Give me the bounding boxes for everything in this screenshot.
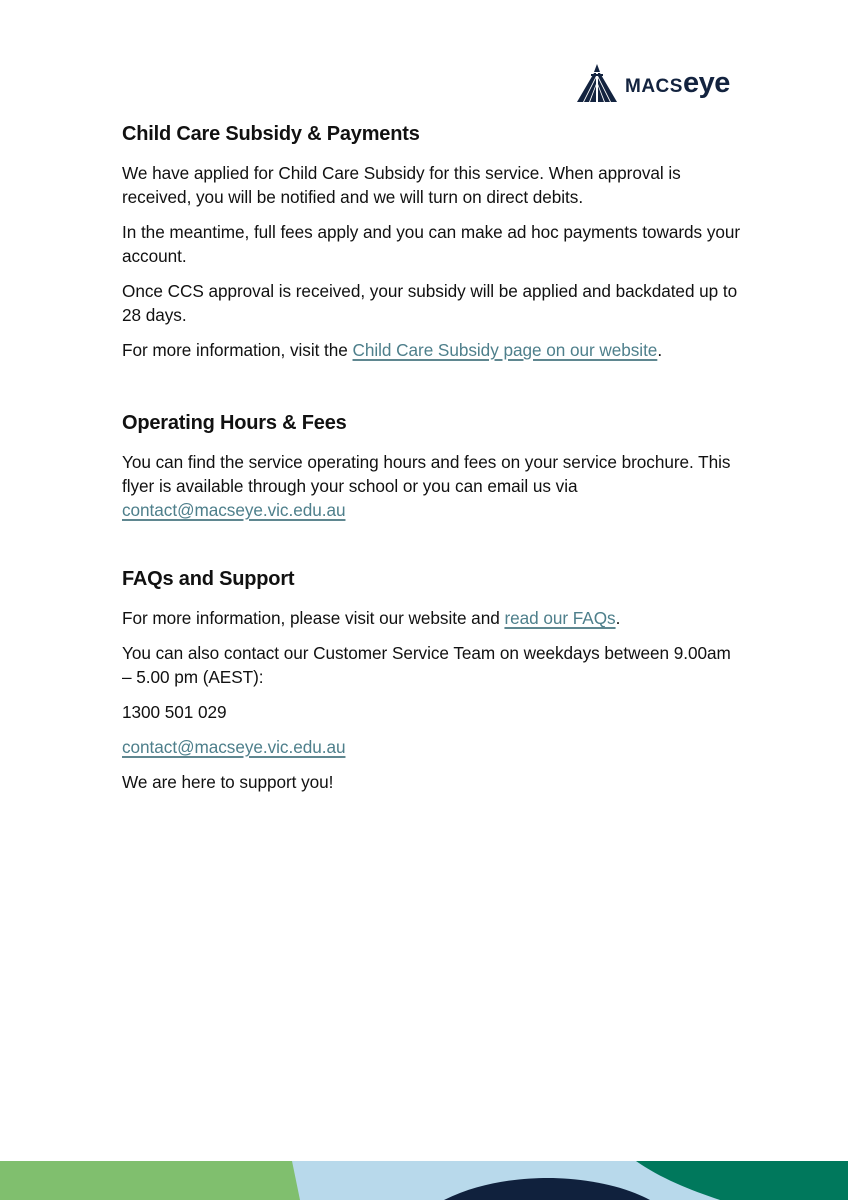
support-email-link[interactable]: contact@macseye.vic.edu.au xyxy=(122,737,346,757)
section-faqs-support xyxy=(122,566,742,794)
contact-email-link[interactable]: contact@macseye.vic.edu.au xyxy=(122,500,346,520)
brand-name-eye: eye xyxy=(682,66,730,99)
macs-arrow-logo-icon xyxy=(575,64,619,102)
more-info-prefix: For more information, visit the xyxy=(122,340,353,360)
section-heading: FAQs and Support xyxy=(122,568,295,590)
operating-hours-paragraph xyxy=(122,450,742,522)
section-heading: Child Care Subsidy & Payments xyxy=(122,123,420,145)
paragraph: We have applied for Child Care Subsidy for this service. When approval is received, you will be notified and we will turn on direct debits. xyxy=(122,163,681,207)
more-info-suffix: . xyxy=(657,340,663,360)
document-body xyxy=(122,121,742,842)
operating-hours-text: You can find the service operating hours and fees on your service brochure. This flyer is available through your school or you can email us via xyxy=(122,452,731,496)
faq-suffix: . xyxy=(615,608,621,628)
phone-number: 1300 501 029 xyxy=(122,702,227,722)
section-ccs-payments xyxy=(122,121,742,362)
more-info-paragraph xyxy=(122,338,742,362)
read-faqs-link[interactable]: read our FAQs xyxy=(504,608,616,628)
faq-prefix: For more information, please visit our website and xyxy=(122,608,505,628)
section-heading: Operating Hours & Fees xyxy=(122,412,347,434)
closing-text: We are here to support you! xyxy=(122,772,334,792)
footer-green-shape xyxy=(0,1161,300,1200)
faq-paragraph xyxy=(122,606,742,630)
brand-name-macs: MACS xyxy=(625,75,683,97)
brand-wordmark xyxy=(625,66,730,99)
macseye-logo xyxy=(575,64,730,102)
footer-decorative-band xyxy=(0,1160,848,1200)
contact-hours-paragraph: You can also contact our Customer Service Team on weekdays between 9.00am – 5.00 pm (AEST): xyxy=(122,643,731,687)
ccs-page-link[interactable]: Child Care Subsidy page on our website xyxy=(352,340,658,360)
section-operating-hours xyxy=(122,410,742,522)
email-paragraph xyxy=(122,735,742,759)
paragraph: In the meantime, full fees apply and you can make ad hoc payments towards your account. xyxy=(122,222,741,266)
paragraph: Once CCS approval is received, your subsidy will be applied and backdated up to 28 days. xyxy=(122,281,738,325)
